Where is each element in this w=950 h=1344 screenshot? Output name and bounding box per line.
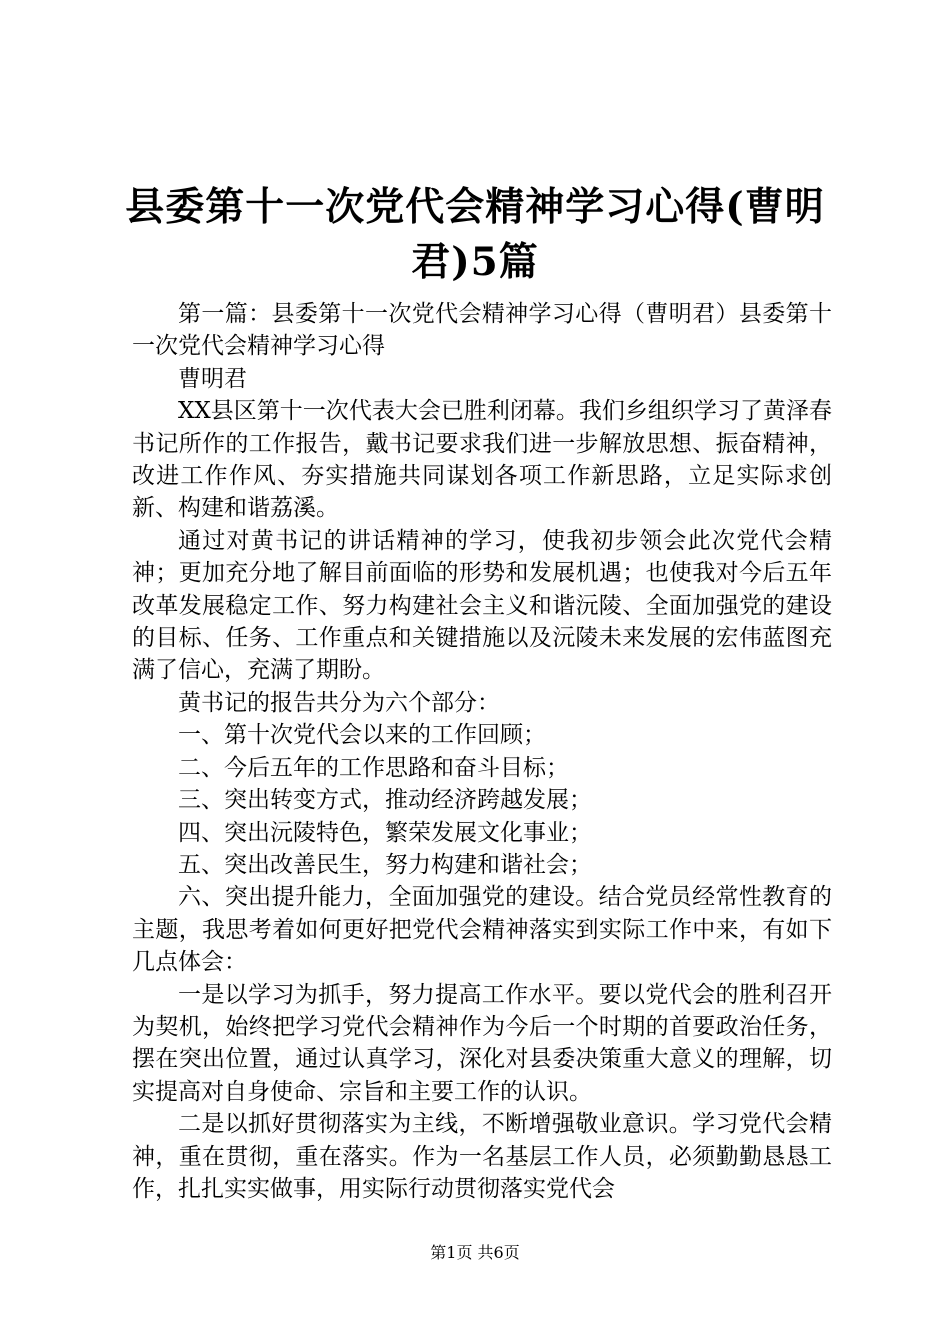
list-item: 六、突出提升能力，全面加强党的建设。结合党员经常性教育的主题，我思考着如何更好把党代会精神落实到实际工作中来，有如下几点体会： [132, 884, 832, 976]
document-title: 县委第十一次党代会精神学习心得(曹明君)5篇 [125, 184, 825, 285]
paragraph: XX县区第十一次代表大会已胜利闭幕。我们乡组织学习了黄泽春书记所作的工作报告，戴书记要求我们进一步解放思想、振奋精神，改进工作作风、夯实措施共同谋划各项工作新思路，立足实际求创新、构建和谐荔溪。 [132, 398, 832, 522]
author-line: 曹明君 [178, 365, 247, 392]
paragraph: 一是以学习为抓手，努力提高工作水平。要以党代会的胜利召开为契机，始终把学习党代会精神作为今后一个时期的首要政治任务，摆在突出位置，通过认真学习，深化对县委决策重大意义的理解，切实提高对自身使命、宗旨和主要工作的认识。 [132, 981, 832, 1105]
paragraph: 二是以抓好贯彻落实为主线，不断增强敬业意识。学习党代会精神，重在贯彻，重在落实。作为一名基层工作人员，必须勤勤恳恳工作，扎扎实实做事，用实际行动贯彻落实党代会 [132, 1111, 832, 1202]
list-item: 二、今后五年的工作思路和奋斗目标； [178, 754, 569, 781]
page-footer: 第1页 共6页 [430, 1243, 520, 1262]
paragraph: 通过对黄书记的讲话精神的学习，使我初步领会此次党代会精神；更加充分地了解目前面临的形势和发展机遇；也使我对今后五年改革发展稳定工作、努力构建社会主义和谐沅陵、全面加强党的建设的目标、任务、工作重点和关键措施以及沅陵未来发展的宏伟蓝图充满了信心，充满了期盼。 [132, 527, 832, 684]
list-item: 五、突出改善民生，努力构建和谐社会； [178, 851, 592, 878]
list-item: 一、第十次党代会以来的工作回顾； [178, 722, 546, 749]
list-item: 三、突出转变方式，推动经济跨越发展； [178, 787, 592, 814]
paragraph: 第一篇：县委第十一次党代会精神学习心得（曹明君）县委第十一次党代会精神学习心得 [132, 301, 832, 360]
document-body [132, 298, 832, 1205]
list-item: 四、突出沅陵特色，繁荣发展文化事业； [178, 819, 592, 846]
paragraph: 黄书记的报告共分为六个部分： [178, 689, 500, 716]
